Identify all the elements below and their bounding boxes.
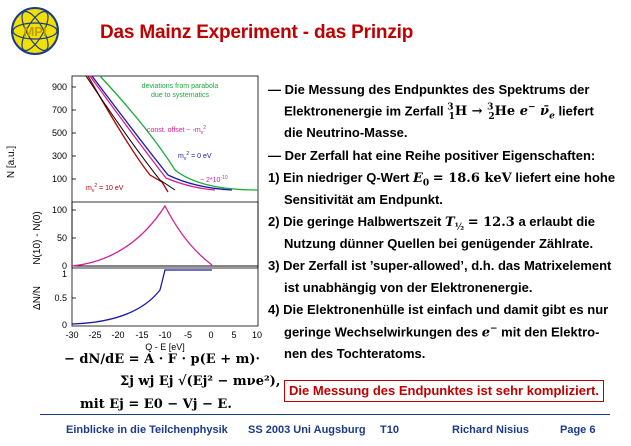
xtick: -20 <box>111 330 125 340</box>
footer-term: SS 2003 Uni Augsburg <box>248 424 366 436</box>
footer-rule <box>40 414 610 415</box>
mid-ylabel: N(10) - N(0) <box>32 211 43 265</box>
xtick: 10 <box>251 330 262 340</box>
top-ytick: 300 <box>51 151 67 161</box>
bot-ylabel: ΔN/N <box>32 286 43 310</box>
top-ytick: 900 <box>51 82 67 92</box>
xtick: 5 <box>231 330 237 340</box>
mid-panel-frame <box>72 202 258 266</box>
bot-ytick: 1 <box>61 269 67 279</box>
top-ytick: 700 <box>51 105 67 115</box>
top-ytick: 500 <box>51 128 67 138</box>
ann-deviations-1: deviations from parabola <box>141 83 219 90</box>
footer-author: Richard Nisius <box>452 424 530 436</box>
text-line-10: ist unabhängig von der Elektronenergie. <box>284 280 533 295</box>
svg-text:MPI: MPI <box>23 24 47 39</box>
ann-approx: ~ $2*10^{-10}$ <box>200 175 228 184</box>
footer-page: Page 6 <box>560 424 596 436</box>
footer-code: T10 <box>380 424 399 436</box>
text-line-4: — Der Zerfall hat eine Reihe positiver Eigenschaften: <box>268 148 596 163</box>
formula-line-1: − dN/dE = A · F · p(E + m)· <box>64 352 261 367</box>
page-title: Das Mainz Experiment - das Prinzip <box>100 22 414 43</box>
footer-course: Einblicke in die Teilchenphysik <box>66 424 228 436</box>
top-ytick: 100 <box>51 174 67 184</box>
xtick: -15 <box>135 330 149 340</box>
ann-const-offset: const. offset ~ $-m_\nu^2$ <box>147 125 207 136</box>
text-line-1: — Die Messung des Endpunktes des Spektrums der <box>268 82 590 97</box>
text-line-7: 2) Die geringe Halbwertszeit $T_{\frac{1}{2}} = 12.3$ a erlaubt die <box>268 214 596 233</box>
mid-ytick: 100 <box>51 205 67 215</box>
bot-ytick: 0.5 <box>54 293 67 303</box>
text-line-8: Nutzung dünner Quellen bei genügender Zählrate. <box>284 236 594 251</box>
xtick: 0 <box>208 330 214 340</box>
text-line-2: Elektronenergie im Zerfall $^3_1$H → $^3_2$He e− $\nū_e$ liefert <box>284 103 594 122</box>
text-line-3: die Neutrino-Masse. <box>284 125 408 140</box>
text-line-5: 1) Ein niedriger Q-Wert $E_0 = 18.6$ keV liefert eine hohe <box>268 170 616 189</box>
bottom-panel-frame <box>72 266 258 326</box>
difference-curve <box>72 206 212 266</box>
xlabel: Q - E [eV] <box>145 342 185 352</box>
ratio-curve <box>72 270 212 324</box>
mid-ytick: 0 <box>61 261 67 271</box>
text-line-9: 3) Der Zerfall ist ’super-allowed’, d.h. das Matrixelement <box>268 258 612 273</box>
xtick: -10 <box>158 330 172 340</box>
top-ylabel: N [a.u.] <box>6 145 17 179</box>
text-line-11: 4) Die Elektronenhülle ist einfach und damit gibt es nur <box>268 302 609 317</box>
formula-line-2: Σj wj Ej √(Ej² − mνe²), <box>120 374 281 389</box>
text-line-12: geringe Wechselwirkungen des e− mit den Elektro- <box>284 324 600 341</box>
mid-ytick: 50 <box>56 233 67 243</box>
highlight-box: Die Messung des Endpunktes ist sehr kompliziert. <box>284 380 604 402</box>
ann-mv-ten: $m_\nu^2 = 10$ eV <box>86 183 124 194</box>
text-line-13: nen des Tochteratoms. <box>284 346 426 361</box>
text-line-6: Sensitivität am Endpunkt. <box>284 192 443 207</box>
bot-ytick: 0 <box>61 320 67 330</box>
xtick: -25 <box>88 330 102 340</box>
formula-line-3: mit Ej = E0 − Vj − E. <box>80 397 232 412</box>
ann-mv-zero: $m_\nu^2 = 0$ eV <box>178 151 212 162</box>
xtick: -30 <box>65 330 79 340</box>
xtick: -5 <box>183 330 193 340</box>
ann-deviations-2: due to systematics <box>151 92 209 99</box>
mpi-logo <box>10 6 60 56</box>
spectrum-plot <box>0 70 262 352</box>
